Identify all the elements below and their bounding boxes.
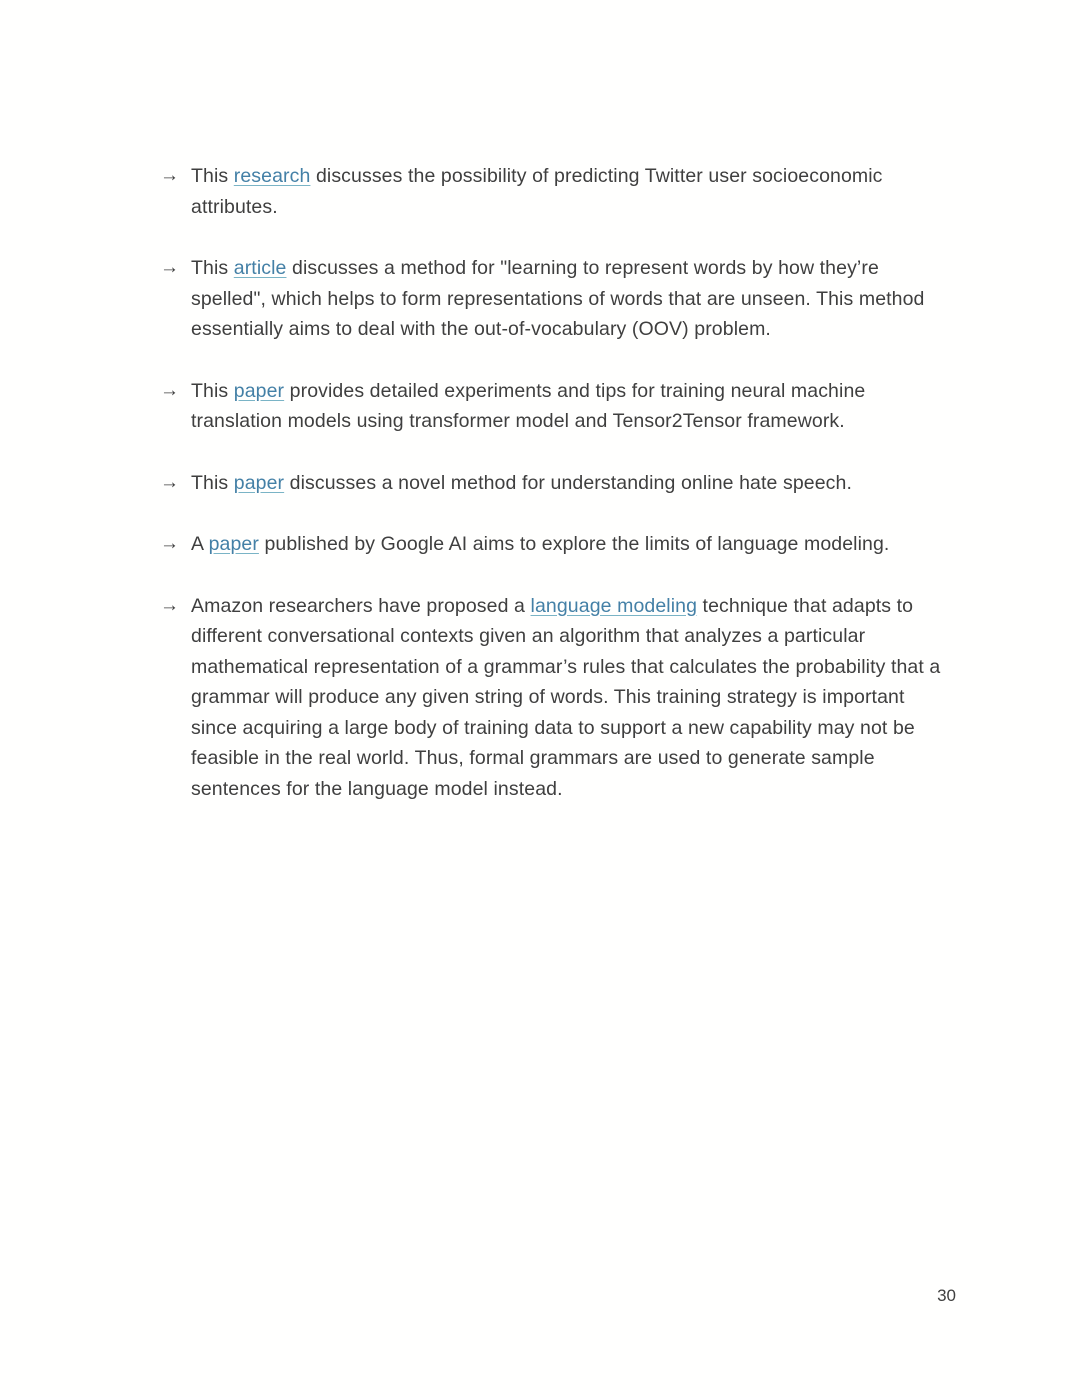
bullet-list (160, 161, 942, 835)
list-item (160, 468, 942, 499)
text-segment: technique that adapts to different conversational contexts given an algorithm that analyzes a particular mathematical representation of a grammar’s rules that calculates the probability that a grammar will produce any given string of words. This training strategy is important since acquiring a large body of training data to support a new capability may not be feasible in the real world. Thus, formal grammars are used to generate sample sentences for the language model instead. (191, 594, 941, 800)
hyperlink[interactable]: paper (208, 533, 259, 555)
text-segment: Amazon researchers have proposed a (191, 594, 531, 617)
bullet-text (191, 161, 942, 222)
hyperlink[interactable]: article (233, 257, 287, 279)
text-segment: This (191, 165, 234, 187)
arrow-bullet-icon: → (160, 379, 180, 401)
bullet-text (191, 591, 942, 805)
text-segment: This (191, 471, 234, 494)
hyperlink[interactable]: paper (233, 471, 285, 494)
list-item (160, 253, 942, 345)
text-segment: discusses a method for "learning to represent words by how they’re spelled", which helps to form representations of words that are unseen. This method essentially aims to deal with the out-of-vocabulary (OOV) problem. (191, 257, 925, 340)
bullet-text (191, 468, 942, 499)
bullet-text (191, 376, 942, 437)
bullet-text (191, 529, 942, 560)
arrow-bullet-icon: → (160, 165, 180, 186)
list-item (160, 529, 942, 560)
list-item (160, 591, 942, 805)
list-item (160, 161, 942, 222)
text-segment: provides detailed experiments and tips for training neural machine translation models using transformer model and Tensor2Tensor framework. (191, 379, 866, 432)
page-number: 30 (937, 1286, 956, 1305)
arrow-bullet-icon: → (160, 594, 180, 616)
text-segment: published by Google AI aims to explore the limits of language modeling. (258, 533, 890, 555)
hyperlink[interactable]: language modeling (530, 594, 698, 617)
text-segment: discusses a novel method for understanding online hate speech. (284, 471, 852, 494)
text-segment: discusses the possibility of predicting Twitter user socioeconomic attributes. (191, 165, 883, 218)
text-segment: This (191, 379, 234, 402)
text-segment: This (191, 257, 234, 279)
arrow-bullet-icon: → (160, 533, 180, 554)
hyperlink[interactable]: research (233, 165, 311, 187)
arrow-bullet-icon: → (160, 257, 180, 278)
text-segment: A (191, 533, 209, 555)
list-item (160, 376, 942, 437)
bullet-text (191, 253, 942, 345)
hyperlink[interactable]: paper (233, 379, 285, 402)
arrow-bullet-icon: → (160, 471, 180, 493)
